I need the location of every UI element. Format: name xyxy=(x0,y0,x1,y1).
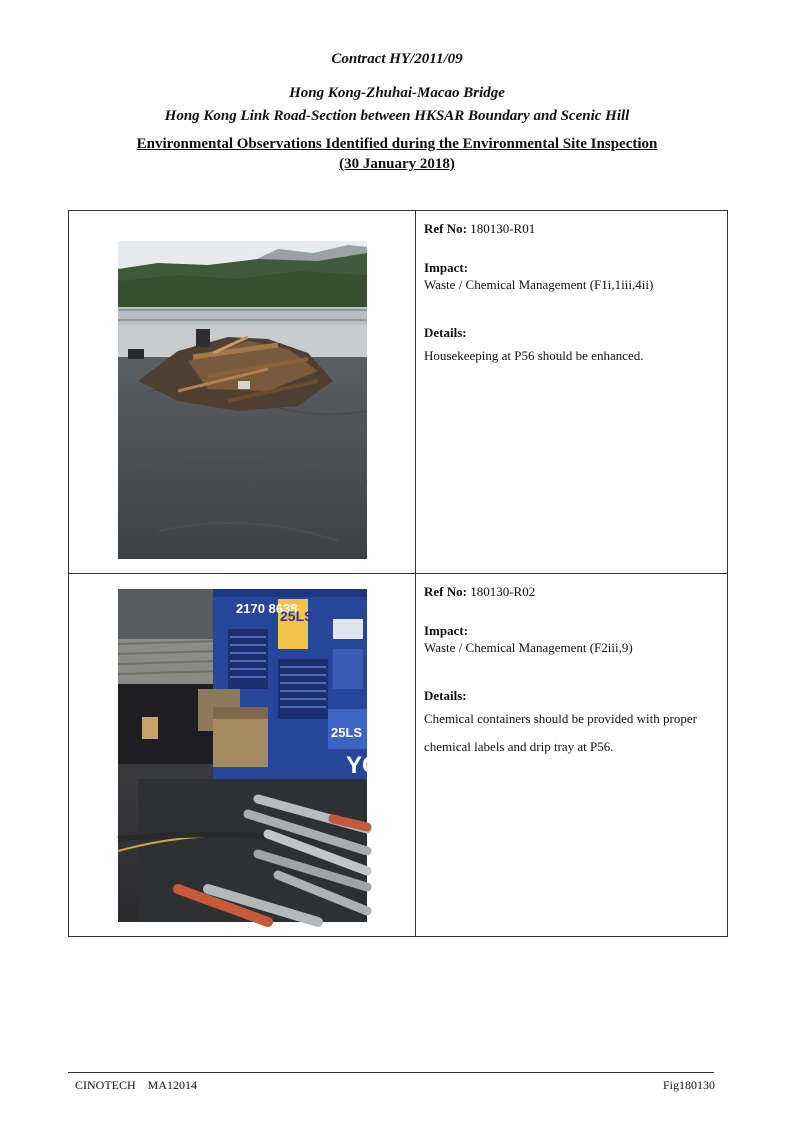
site-photo-debris-pile xyxy=(118,241,367,559)
ref-label: Ref No: xyxy=(424,221,467,236)
observations-table xyxy=(68,210,728,937)
details-text: Chemical containers should be provided with proper xyxy=(424,711,697,727)
footer-ref: MA12014 xyxy=(147,1078,198,1092)
generator-phone-text: 2170 8638 xyxy=(236,601,298,616)
footer-left xyxy=(75,1078,197,1093)
svg-text:YC: YC xyxy=(346,752,380,779)
ref-number: 180130-R01 xyxy=(470,221,536,236)
observation-row xyxy=(69,211,727,574)
observation-row xyxy=(69,574,727,936)
report-title: Environmental Observations Identified during the Environmental Site Inspection xyxy=(136,136,658,152)
generator-model-text-lower: 25LS xyxy=(331,725,363,740)
project-section: Hong Kong Link Road-Section between HKSAR Boundary and Scenic Hill xyxy=(164,108,630,124)
contract-number: Contract HY/2011/09 xyxy=(331,51,463,67)
details-label: Details: xyxy=(424,687,467,703)
impact-value: Waste / Chemical Management (F2iii,9) xyxy=(424,640,633,656)
impact-value: Waste / Chemical Management (F1i,1iii,4ii) xyxy=(424,277,654,293)
project-name: Hong Kong-Zhuhai-Macao Bridge xyxy=(289,85,505,101)
generator-model-text: 25LS xyxy=(280,608,314,624)
ref-number: 180130-R02 xyxy=(470,584,536,599)
footer-company: CINOTECH xyxy=(75,1078,136,1092)
impact-label: Impact: xyxy=(424,622,469,638)
details-text: Housekeeping at P56 should be enhanced. xyxy=(424,348,644,364)
photo-cell xyxy=(69,211,416,573)
details-text: chemical labels and drip tray at P56. xyxy=(424,739,614,755)
observation-details-cell xyxy=(416,211,727,573)
details-label: Details: xyxy=(424,324,467,340)
site-photo-chemical-containers xyxy=(118,589,380,922)
ref-label: Ref No: xyxy=(424,584,467,599)
impact-label: Impact: xyxy=(424,259,469,275)
footer-divider xyxy=(68,1072,714,1073)
photo-cell xyxy=(69,574,416,936)
inspection-date: (30 January 2018) xyxy=(339,156,455,172)
observation-details-cell xyxy=(416,574,727,936)
footer-figure-number: Fig180130 xyxy=(662,1078,715,1092)
